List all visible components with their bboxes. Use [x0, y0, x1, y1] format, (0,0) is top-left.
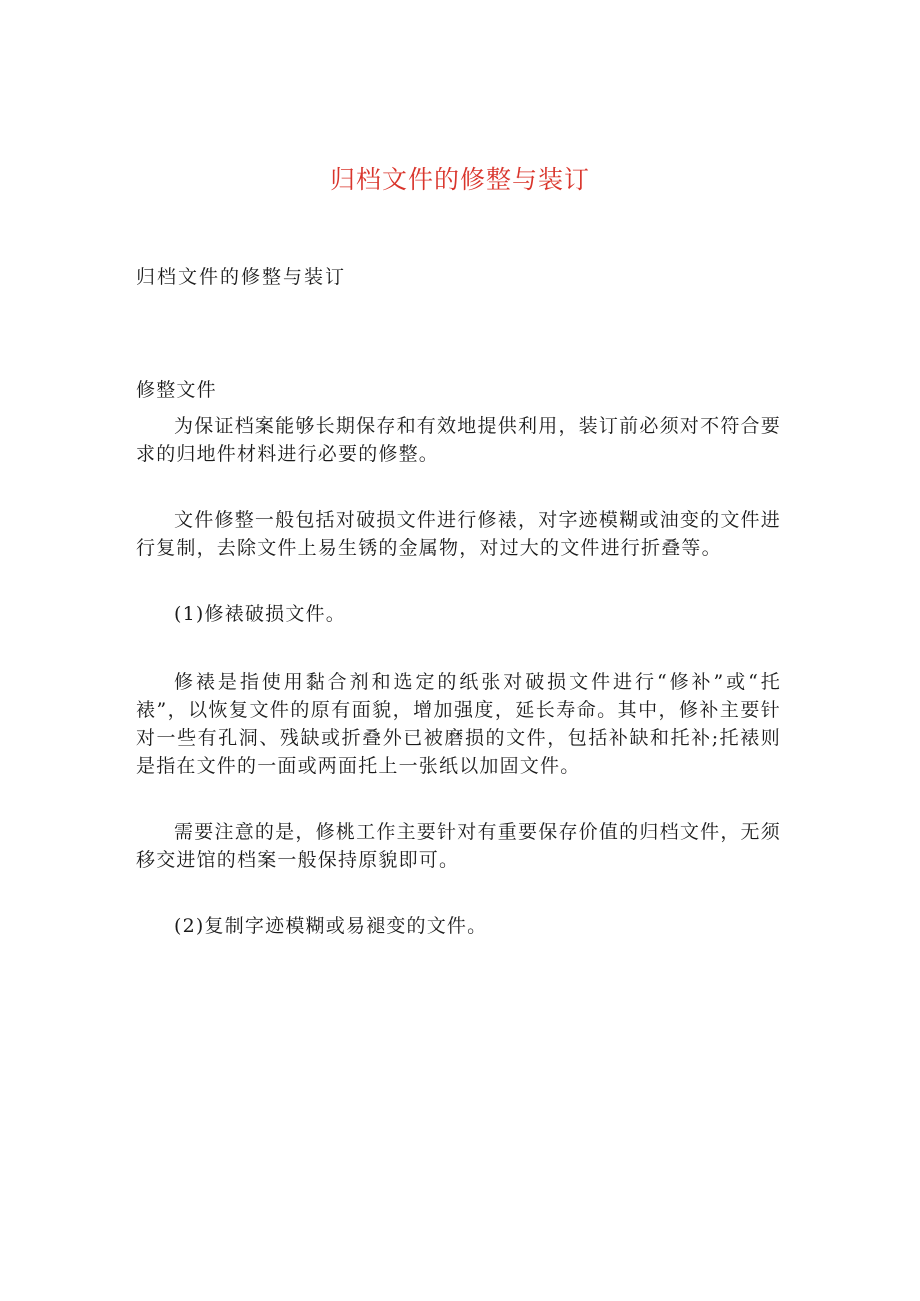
paragraph: 修裱是指使用黏合剂和选定的纸张对破损文件进行“修补”或“托裱”，以恢复文件的原有面貌，增加强度，延长寿命。其中，修补主要针对一些有孔洞、残缺或折叠外已被磨损的文件，包括补缺和托补;托裱则是指在文件的一面或两面托上一张纸以加固文件。 — [136, 671, 781, 777]
section-heading: 修整文件 — [136, 379, 217, 401]
item-heading-1: (1)修裱破损文件。 — [174, 603, 346, 625]
paragraph: 文件修整一般包括对破损文件进行修裱，对字迹模糊或油变的文件进行复制，去除文件上易生锈的金属物，对过大的文件进行折叠等。 — [136, 509, 781, 559]
document-title: 归档文件的修整与装订 — [329, 165, 590, 194]
paragraph: 需要注意的是，修桃工作主要针对有重要保存价值的归档文件，无须移交进馆的档案一般保持原貌即可。 — [136, 821, 781, 871]
document-body — [136, 376, 781, 940]
document-subtitle: 归档文件的修整与装订 — [136, 266, 347, 288]
paragraph: 为保证档案能够长期保存和有效地提供利用，装订前必须对不符合要求的归地件材料进行必要的修整。 — [136, 415, 781, 465]
item-heading-2: (2)复制字迹模糊或易褪变的文件。 — [174, 915, 488, 937]
